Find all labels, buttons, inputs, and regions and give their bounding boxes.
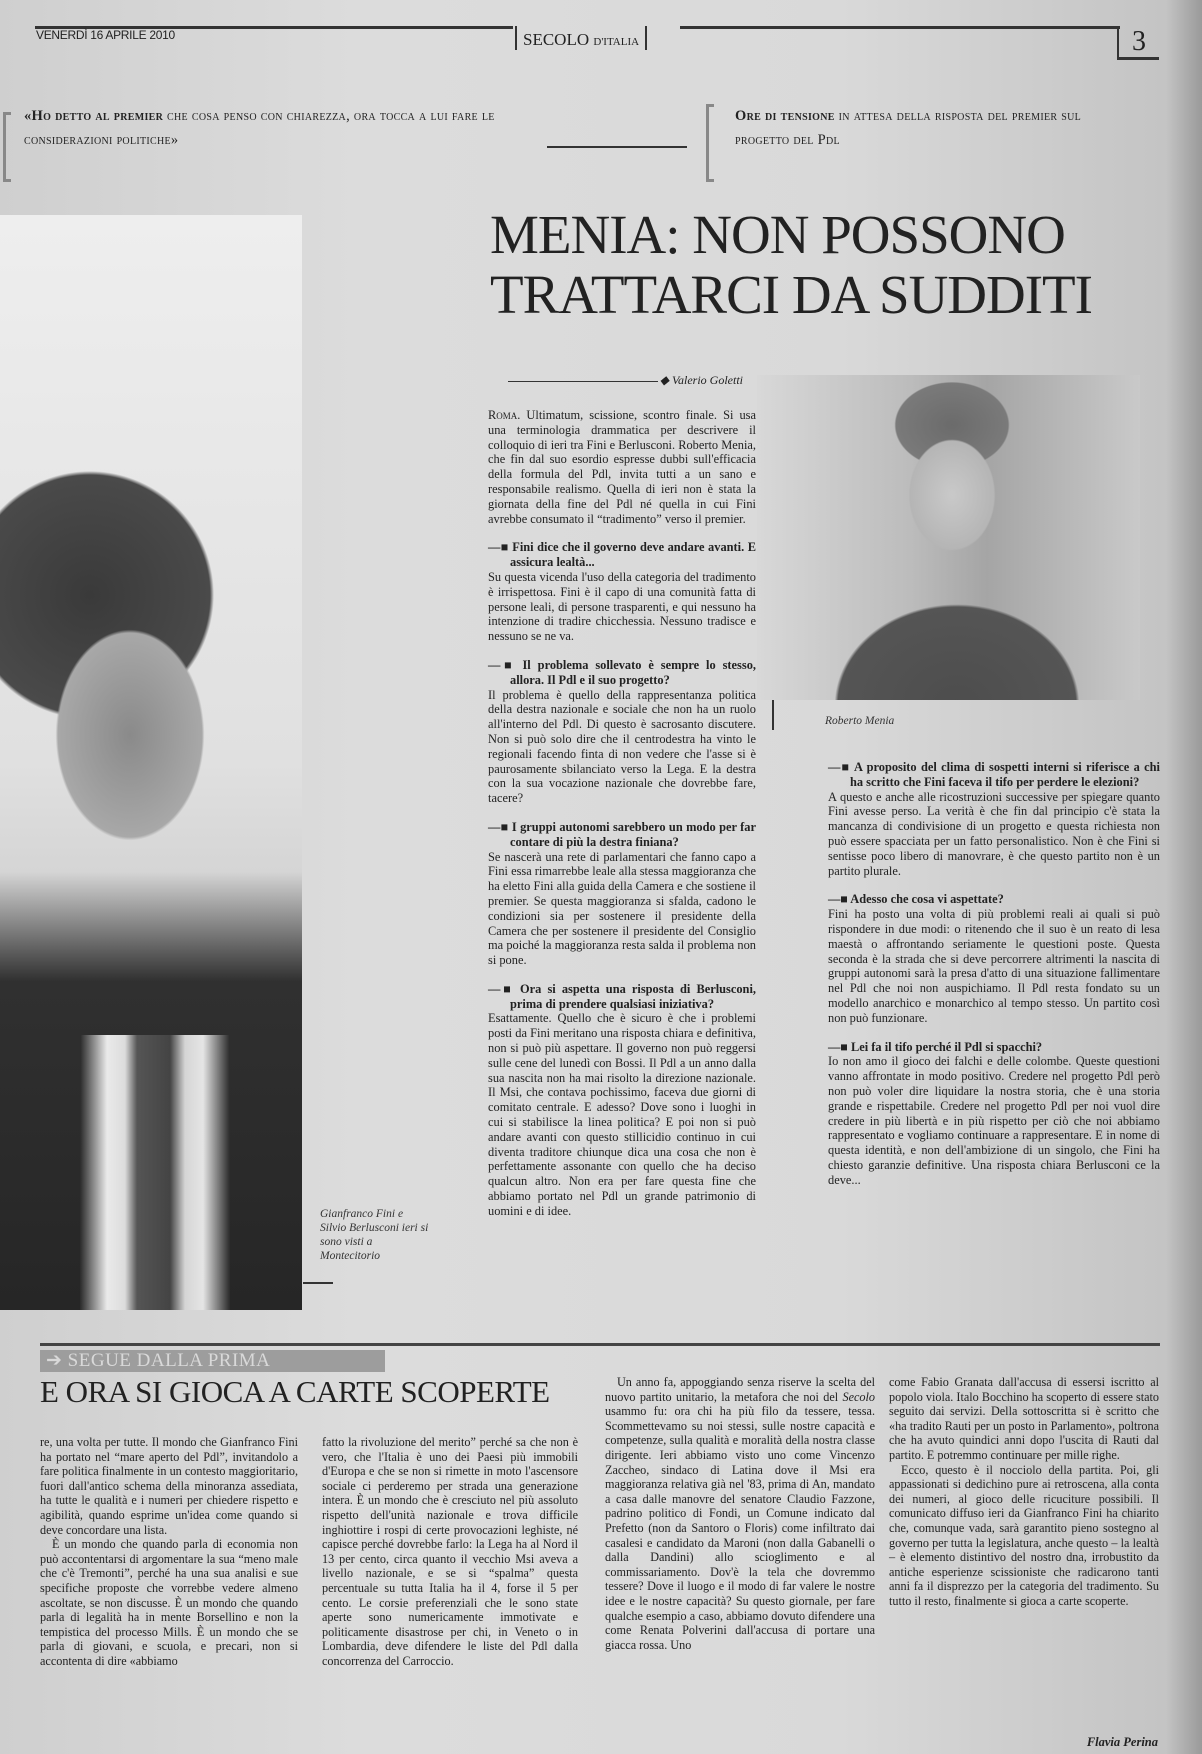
question [828,760,1160,790]
editorial-headline: E ORA SI GIOCA A CARTE SCOPERTE [40,1374,550,1409]
question-text: I gruppi autonomi sarebbero un modo per far contare di più la destra finiana? [510,819,756,849]
bracket-decoration [706,104,714,182]
kicker-summary-bold: Ore di tensione [735,108,835,124]
dateline: Roma. [488,408,521,422]
question-marker-icon: —■ [828,892,851,907]
answer: Il problema è quello della rappresentanza politica della destra nazionale e sociale che non ha un ruolo all'interno del Pdl. Di questo è sacrosanto discutere. Non si può solo dire che il centrodestra ha vinto le regionali facendo finta di non vedere che l'asse si è paurosamente sbilanciato verso la Lega. E la destra con la sua vocazione nazionale che dovrebbe fare, tacere? [488,687,756,806]
editorial-signature: Flavia Perina [1086,1735,1158,1749]
paragraph: È un mondo che quando parla di economia non può accontentarsi di argomentare la sua “meno male che c'è Tremonti”, perché ha una sua analisi e sue specifiche proposte che vorrebbe vedere almeno ascoltate, se non discusse. È un mondo che quando parla di legalità ha in mente Borsellino e non la tempistica del processo Mills. È un mondo che se parla di giovani, e scuola, e precari, non si accontenta di dire «abbiamo [40,1537,298,1668]
article-column-2 [828,760,1160,1188]
byline-rule [508,381,658,382]
editorial-column-3 [605,1375,875,1652]
kicker-quote [24,104,504,152]
paragraph: fatto la rivoluzione del merito” perché sa che non è vero, che l'Italia è uno dei Paesi più immobili d'Europa e che se non si rimette in moto l'ascensore sociale ci perderemo per strada una generazione intera. È un mondo che è cresciuto nel più assoluto rispetto dell'unità nazionale e trova difficile inghiottire i rospi di certe provocazioni leghiste, né capisce perché dovrebbe farlo: la Lega ha al Nord il 13 per cento, circa quanto il vecchio Msi aveva a livello nazionale, e se si “spalma” questa percentuale su tutta Italia ha il 4, forse il 5 per cento. Le corsie preferenziali che le sono state aperte sono numericamente immotivate e politicamente disastrose per chi, in Veneto o in Lombardia, deve difendere le liste del Pdl dalla concorrenza del Carroccio. [322,1435,578,1668]
question-text: Il problema sollevato è sempre lo stesso, allora. Il Pdl e il suo progetto? [510,657,756,687]
question [828,892,1160,907]
article-column-1 [488,408,756,1219]
question-marker-icon: —■ [488,981,521,996]
intro-text: Ultimatum, scissione, scontro finale. Si usa una terminologia drammatica per descrivere il colloquio di ieri tra Fini e Berlusconi. Roberto Menia, che fin dal suo esordio espresse dubbi sull'efficacia della formula del Pdl, invita tutti a un sano e responsabile realismo. Quella di ieri non è stata la giornata della fine del Pdl né quella in cui Fini avrebbe consumato il “tradimento” verso il premier. [488,408,756,526]
section-divider [40,1343,1160,1346]
caption-rule [772,700,774,730]
question [488,658,756,688]
photo-tie-detail [80,1035,230,1310]
author-name: Valerio Goletti [672,373,743,387]
photo-caption-right: Roberto Menia [825,715,895,727]
question-text: Lei fa il tifo perché il Pdl si spacchi? [850,1039,1043,1054]
question [828,1040,1160,1055]
byline: ◆ Valerio Goletti [488,373,743,388]
question-text: Ora si aspetta una risposta di Berlusconi, prima di prendere qualsiasi iniziativa? [510,981,756,1011]
question-marker-icon: —■ [828,1039,851,1054]
question [488,820,756,850]
masthead-title: SECOLO [523,30,590,49]
answer: Esattamente. Quello che è sicuro è che i problemi posti da Fini meritano una risposta chiara e definitiva, non si può più aspettare. Il governo non può reggersi sulle cene del lunedì con Bossi. Il Pdl a un anno dalla sua nascita non ha mai risolto la direzione nazionale. Il Msi, che contava pochissimo, faceva due giorni di comitato centrale. E adesso? Dove sono i luoghi in cui si stabilisce la linea politica? E poi non si può andare avanti con questo stillicidio continuo in cui diventa traditore chiunque dica una cosa che non è perfettamente assonante con quello che ha deciso qualcun altro. Non era per fare questa fine che abbiamo portato nel Pdl un grande patrimonio di uomini e di idee. [488,1011,756,1218]
masthead [515,26,647,50]
intro-paragraph [488,408,756,526]
editorial-column-1 [40,1435,298,1669]
paragraph: re, una volta per tutte. Il mondo che Gianfranco Fini ha portato nel “mare aperto del Pdl”, invitandolo a fare politica finalmente in un contesto maggioritario, fuori dall'antico schema della minoranza assediata, ha tutte le qualità e i numeri per chiedere rispetto e agibilità, quando esprime un'idea come quando si deve concordare una lista. [40,1435,298,1537]
paragraph: come Fabio Granata dall'accusa di essersi iscritto al popolo viola. Italo Bocchino ha scoperto di essere stato seguito dai servizi. Della sottoscritta si è scritto che «ha tradito Rauti per un posto in Parlamento», poltrona che ha avuto quindici anni dopo l'uscita di Rauti dal partito. E potremmo continuare per mille righe. [889,1375,1159,1462]
question-marker-icon: —■ [488,540,513,555]
kicker-quote-text: che cosa penso con chiarezza, ora tocca a lui fare le considerazioni politiche» [24,108,495,148]
issue-date: VENERDÌ 16 APRILE 2010 [36,28,175,42]
answer: Fini ha posto una volta di più problemi reali ai quali si può rispondere in due modi: o ritenendo che il suo è un reato di lesa maestà o affrontando seriamente le questioni poste. Questa seconda è la strada che si deve percorrere altrimenti la nascita di gruppi autonomi sarà la presa d'atto di una situazione fallimentare nel Pdl che noi non auspichiamo. Il Pdl resta fondato su un modello anarchico e monarchico al tempo stesso. Un partito così non può funzionare. [828,907,1160,1025]
masthead-subtitle: D'ITALIA [593,36,640,48]
kicker-quote-bold: «Ho detto al premier [24,108,164,124]
kicker-divider [547,146,687,148]
editorial-column-2 [322,1435,578,1669]
question-text: Fini dice che il governo deve andare avanti. E assicura lealtà... [510,540,756,570]
answer: Se nascerà una rete di parlamentari che fanno capo a Fini essa rimarrebbe leale alla stessa maggioranza che ha eletto Fini alla guida della Camera e che sostiene il premier. Se questa maggioranza si sfalda, cadono le condizioni sia per sostenere il presidente della Camera che per sostenere il presidente del Consiglio ma poiché la maggioranza resta salda il problema non si pone. [488,849,757,968]
photo-roberto-menia [757,375,1140,700]
paragraph-text: Un anno fa, appoggiando senza riserve la scelta del nuovo partito unitario, la metafora che noi del [605,1375,875,1404]
paragraph: Ecco, questo è il nocciolo della partita. Poi, gli appassionati si dedichino pure ai retroscena, alla conta dei numeri, al gioco delle ricuciture possibili. Il comunicato diffuso ieri da Gianfranco Fini ha chiarito che, comunque vada, sarà garantito pieno sostegno al governo per tutta la legislatura, anche questo – la lealtà – è elemento distintivo del nostro dna, irrobustito da antiche esperienze scissioniste che radicarono tanti anni fa il disprezzo per la categoria del tradimento. Su tutto il resto, finalmente si gioca a carte scoperte. [889,1462,1159,1608]
answer: A questo e anche alle ricostruzioni successive per spiegare quanto Fini avesse perso. La verità è che fin dal principio c'è stata la mancanza di condivisione di un progetto e questa richiesta non può essere spacciata per un fatto personalistico. Non è che Fini si sentisse poco libero di manovrare, è che questo partito non è un partito plurale. [828,789,1160,878]
paragraph [605,1375,875,1652]
photo-fini-berlusconi [0,215,302,1310]
bracket-decoration [3,112,11,182]
article-headline: MENIA: NON POSSONO TRATTARCI DA SUDDITI [490,204,1092,325]
kicker-summary [735,104,1115,152]
question-marker-icon: —■ [488,819,512,834]
answer: Io non amo il gioco dei falchi e delle colombe. Queste questioni vanno affrontate in modo positivo. Credere nel progetto Pdl però non può voler dire liquidare la nostra storia, che è una storia grande e rispettabile. Credere nel progetto Pdl per noi vuol dire credere in più libertà e in più rispetto per ciò che noi abbiamo rappresentato e vogliamo continuare a rappresentare. E in nome di questa identità, e non dell'ambizione di un singolo, che Fini ha chiesto garanzie definitive. Una risposta chiara Berlusconi ce la deve... [828,1054,1160,1187]
question [488,982,756,1012]
question-marker-icon: —■ [828,760,854,774]
question-text: A proposito del clima di sospetti interni si riferisce a chi ha scritto che Fini faceva il tifo per perdere le elezioni? [850,760,1160,789]
question-text: Adesso che cosa vi aspettate? [850,892,1004,907]
page-number: 3 [1117,26,1159,60]
question-marker-icon: —■ [488,657,523,672]
continued-label: ➔ SEGUE DALLA PRIMA [40,1350,385,1372]
question [488,540,756,570]
paragraph-text: usammo fu: ora chi ha più filo da tessere, tessa. Scommettevamo su noi stessi, sulle nostre capacità e competenze, sulla qualità e moralità della nostra classe dirigente. Ieri abbiamo visto uno come Vincenzo Zaccheo, sindaco di Latina dove il Msi era maggioranza relativa già nel '83, prima di An, mandato a casa dalle manovre del senatore Claudio Fazzone, padrino politico di Fondi, un Comune indicato dal Prefetto (non da Santoro o Floris) come infiltrato dai casalesi e candidato da Maroni (non dalla Gabanelli o dalla Dandini) allo scioglimento e al commissariamento. Dov'è la tela che dovremmo tessere? Dove il luogo e il modo di far valere le nostre idee e le nostre capacità? Su questo giornale, per fare qualche esempio a caso, abbiamo dovuto difendere una come Renata Polverini dall'accusa di portare una giacca rossa. Uno [605,1404,875,1652]
caption-rule [303,1282,333,1284]
newspaper-name: Secolo [842,1389,875,1404]
answer: Su questa vicenda l'uso della categoria del tradimento è irrispettosa. Fini è il capo di una comunità fatta di persone leali, di persone trasparenti, e qui nessuno ha intenzione di tradire chicchessia. Nessuno tradisce e nessuno se ne va. [488,569,756,644]
header-rule-right [680,26,1120,29]
kicker-summary-text: in attesa della risposta del premier sul progetto del Pdl [735,108,1082,148]
editorial-column-4 [889,1375,1159,1609]
photo-caption-left: Gianfranco Fini e Silvio Berlusconi ieri si sono visti a Montecitorio [320,1208,429,1262]
